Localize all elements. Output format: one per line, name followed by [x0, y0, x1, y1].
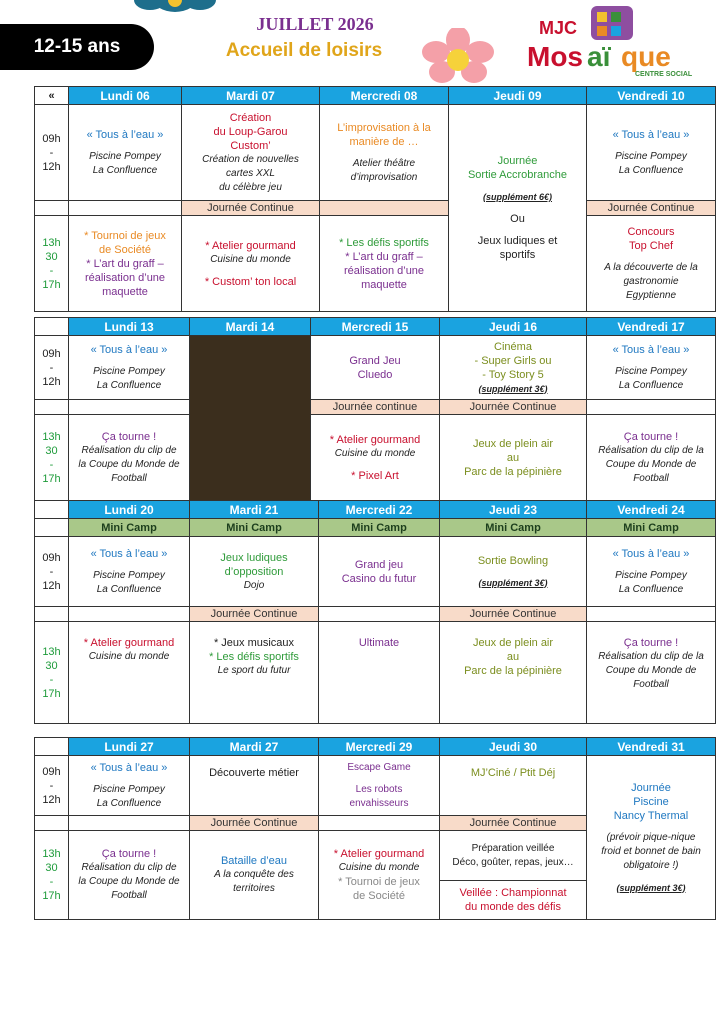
activity-cell: * Tournoi de jeux de Société * L’art du graff – réalisation d’une maquette	[69, 216, 182, 312]
day-header: Mercredi 29	[319, 738, 440, 756]
activity-cell: Grand Jeu Cluedo	[311, 336, 440, 400]
closed-day	[190, 336, 311, 501]
svg-text:MJC: MJC	[539, 18, 578, 38]
activity-cell: « Tous à l’eau » Piscine Pompey La Confluence	[587, 105, 716, 201]
activity-cell: * Jeux musicaux * Les défis sportifs Le sport du futur	[190, 622, 319, 724]
activity-cell: Ça tourne ! Réalisation du clip de la Coupe du Monde de Football	[587, 415, 716, 501]
day-header: Lundi 20	[69, 501, 190, 519]
afternoon-time: 13h 30 - 17h	[35, 831, 69, 920]
day-header: Mardi 21	[190, 501, 319, 519]
svg-text:CENTRE SOCIAL: CENTRE SOCIAL	[635, 71, 693, 78]
week-4-table	[34, 737, 716, 920]
week-1-table	[34, 86, 716, 312]
month-title: JUILLET 2026	[256, 14, 374, 34]
svg-text:Mos: Mos	[527, 41, 583, 72]
activity-cell: Ça tourne ! Réalisation du clip de la Coupe du Monde de Football	[69, 831, 190, 920]
activity-cell: * Atelier gourmand Cuisine du monde * Custom’ ton local	[182, 216, 320, 312]
journee-continue: Journée Continue	[182, 201, 320, 216]
activity-cell: « Tous à l’eau » Piscine Pompey La Confluence	[69, 756, 190, 816]
activity-cell: * Atelier gourmand Cuisine du monde * Tournoi de jeux de Société	[319, 831, 440, 920]
activity-cell: Cinéma - Super Girls ou - Toy Story 5 (supplément 3€)	[440, 336, 587, 400]
activity-cell: Ultimate	[319, 622, 440, 724]
afternoon-time: 13h 30 - 17h	[35, 216, 69, 312]
page-subtitle: Accueil de loisirs	[225, 40, 383, 61]
flower-decoration-icon	[120, 0, 230, 30]
week-2-table	[34, 317, 716, 501]
activity-cell: « Tous à l’eau » Piscine Pompey La Confluence	[69, 537, 190, 607]
day-header: Mercredi 15	[311, 318, 440, 336]
day-header: Lundi 27	[69, 738, 190, 756]
activity-cell: Jeux de plein air au Parc de la pépinière	[440, 415, 587, 501]
activity-cell: * Les défis sportifs * L’art du graff – réalisation d’une maquette	[320, 216, 449, 312]
day-header: Mercredi 08	[320, 87, 449, 105]
day-header: Vendredi 10	[587, 87, 716, 105]
mini-camp-label: Mini Camp	[69, 519, 190, 537]
activity-cell: Escape Game Les robots envahisseurs	[319, 756, 440, 816]
afternoon-time: 13h 30 - 17h	[35, 415, 69, 501]
activity-cell: Sortie Bowling (supplément 3€)	[440, 537, 587, 607]
activity-cell: « Tous à l’eau » Piscine Pompey La Confluence	[587, 336, 716, 400]
activity-cell: * Atelier gourmand Cuisine du monde	[69, 622, 190, 724]
activity-cell: « Tous à l’eau » Piscine Pompey La Confluence	[587, 537, 716, 607]
pink-flower-icon	[408, 28, 508, 84]
activity-cell: Ça tourne ! Réalisation du clip de la Coupe du Monde de Football	[69, 415, 190, 501]
activity-cell: Jeux de plein air au Parc de la pépinière	[440, 622, 587, 724]
mini-camp-label: Mini Camp	[587, 519, 716, 537]
mini-camp-label: Mini Camp	[319, 519, 440, 537]
activity-cell: Journée Sortie Accrobranche (supplément 6€) Ou Jeux ludiques et sportifs	[449, 105, 587, 312]
day-header: Mercredi 22	[319, 501, 440, 519]
morning-time: 09h - 12h	[35, 537, 69, 607]
journee-continue: Journée continue	[311, 400, 440, 415]
activity-cell: Bataille d’eau A la conquête des territoires	[190, 831, 319, 920]
afternoon-time: 13h 30 - 17h	[35, 622, 69, 724]
mini-camp-label: Mini Camp	[190, 519, 319, 537]
week-3-table	[34, 500, 716, 724]
svg-text:que: que	[621, 41, 671, 72]
age-badge-label: 12-15 ans	[33, 36, 121, 57]
activity-cell: Journée Piscine Nancy Thermal (prévoir pique-nique froid et bonnet de bain obligatoire !) (supplément 3€)	[587, 756, 716, 920]
day-header: Mardi 14	[190, 318, 311, 336]
day-header: Mardi 07	[182, 87, 320, 105]
age-badge	[0, 24, 154, 70]
morning-time: 09h - 12h	[35, 336, 69, 400]
activity-cell: « Tous à l’eau » Piscine Pompey La Confluence	[69, 336, 190, 400]
activity-cell: Ça tourne ! Réalisation du clip de la Coupe du Monde de Football	[587, 622, 716, 724]
day-header: Mardi 27	[190, 738, 319, 756]
journee-continue: Journée Continue	[190, 607, 319, 622]
journee-continue: Journée Continue	[190, 816, 319, 831]
mini-camp-label: Mini Camp	[440, 519, 587, 537]
day-header: Lundi 13	[69, 318, 190, 336]
journee-continue: Journée Continue	[587, 201, 716, 216]
morning-time: 09h - 12h	[35, 105, 69, 201]
journee-continue: Journée Continue	[440, 816, 587, 831]
mjc-logo	[525, 0, 705, 80]
day-header: Lundi 06	[69, 87, 182, 105]
activity-cell: Concours Top Chef A la découverte de la gastronomie Egyptienne	[587, 216, 716, 312]
svg-text:aï: aï	[587, 41, 611, 72]
activity-cell: Découverte métier	[190, 756, 319, 816]
day-header: Vendredi 24	[587, 501, 716, 519]
journee-continue: Journée Continue	[440, 607, 587, 622]
day-header: Jeudi 09	[449, 87, 587, 105]
activity-cell: Jeux ludiques d’opposition Dojo	[190, 537, 319, 607]
activity-cell: * Atelier gourmand Cuisine du monde * Pixel Art	[311, 415, 440, 501]
day-header: Jeudi 30	[440, 738, 587, 756]
activity-cell: « Tous à l’eau » Piscine Pompey La Confluence	[69, 105, 182, 201]
activity-cell: Préparation veillée Déco, goûter, repas, jeux… Veillée : Championnat du monde des défis	[440, 831, 587, 920]
day-header: Vendredi 31	[587, 738, 716, 756]
activity-cell: L’improvisation à la manière de … Atelier théâtre d’improvisation	[320, 105, 449, 201]
journee-continue: Journée Continue	[440, 400, 587, 415]
prev-week-arrow[interactable]: «	[35, 87, 69, 105]
day-header: Vendredi 17	[587, 318, 716, 336]
day-header: Jeudi 16	[440, 318, 587, 336]
activity-cell: Grand jeu Casino du futur	[319, 537, 440, 607]
morning-time: 09h - 12h	[35, 756, 69, 816]
activity-cell: MJ’Ciné / Ptit Déj	[440, 756, 587, 816]
day-header: Jeudi 23	[440, 501, 587, 519]
activity-cell: Création du Loup-Garou Custom’ Création de nouvelles cartes XXL du célèbre jeu	[182, 105, 320, 201]
